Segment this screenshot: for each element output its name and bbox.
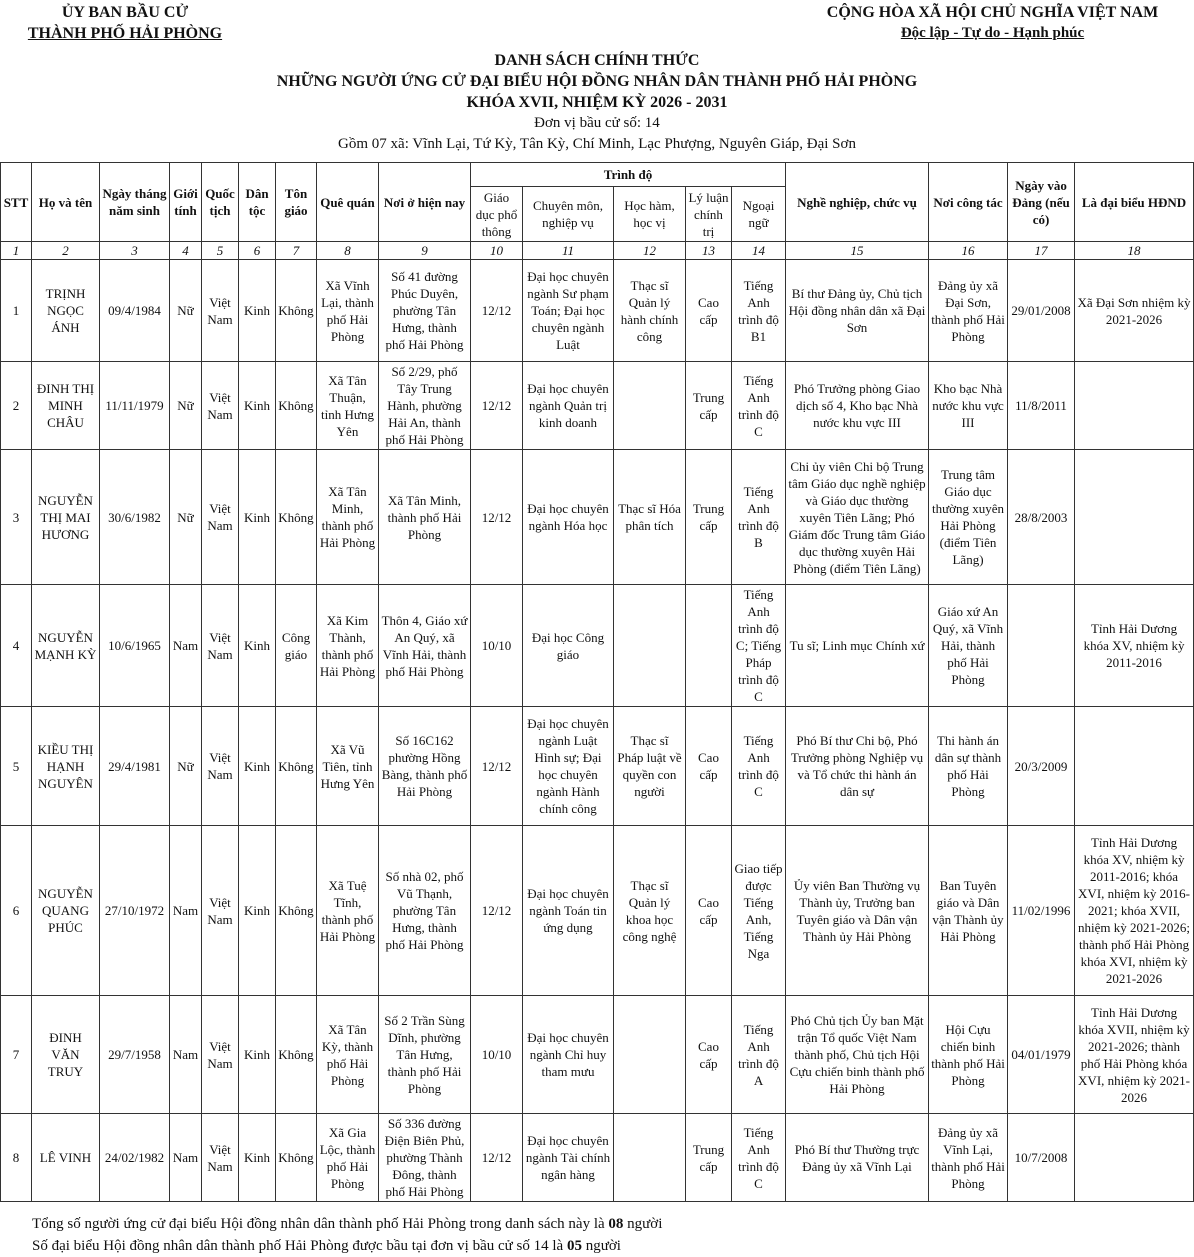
summary-unit: người <box>585 1238 621 1254</box>
cell-stt: 5 <box>1 707 32 826</box>
issuer-line-1: ỦY BAN BẦU CỬ <box>61 4 189 21</box>
cell-party-date: 11/02/1996 <box>1008 826 1075 996</box>
cell-dob: 27/10/1972 <box>100 826 170 996</box>
cell-ethnicity: Kinh <box>239 362 276 450</box>
cell-specialty: Đại học chuyên ngành Quản trị kinh doanh <box>523 362 614 450</box>
cell-gender: Nam <box>170 826 202 996</box>
cell-degree: Thạc sĩ Quản lý hành chính công <box>614 260 686 362</box>
cell-occupation: Chi ủy viên Chi bộ Trung tâm Giáo dục nghề nghiệp và Giáo dục thường xuyên Tiên Lãng; Phó Giám đốc Trung tâm Giáo dục thường xuyên Hải Phòng (điểm Tiên Lãng) <box>786 450 929 585</box>
cell-workplace: Đảng ủy xã Đại Sơn, thành phố Hải Phòng <box>929 260 1008 362</box>
cell-religion: Không <box>276 1114 317 1202</box>
cell-workplace: Thi hành án dân sự thành phố Hải Phòng <box>929 707 1008 826</box>
cell-dob: 11/11/1979 <box>100 362 170 450</box>
cell-language: Tiếng Anh trình độ C <box>732 1114 786 1202</box>
cell-ethnicity: Kinh <box>239 1114 276 1202</box>
cell-stt: 1 <box>1 260 32 362</box>
cell-hometown: Xã Tân Thuận, tỉnh Hưng Yên <box>317 362 379 450</box>
cell-hometown: Xã Gia Lộc, thành phố Hải Phòng <box>317 1114 379 1202</box>
candidate-table <box>0 162 1194 1202</box>
cell-party-date: 11/8/2011 <box>1008 362 1075 450</box>
cell-ethnicity: Kinh <box>239 826 276 996</box>
cell-stt: 2 <box>1 362 32 450</box>
candidate-rows <box>1 260 1194 1202</box>
col-name: Họ và tên <box>32 163 100 242</box>
cell-gender: Nữ <box>170 260 202 362</box>
cell-specialty: Đại học chuyên ngành Tài chính ngân hàng <box>523 1114 614 1202</box>
cell-political: Cao cấp <box>686 826 732 996</box>
cell-hometown: Xã Vũ Tiên, tỉnh Hưng Yên <box>317 707 379 826</box>
cell-name: NGUYỄN QUANG PHÚC <box>32 826 100 996</box>
col-stt: STT <box>1 163 32 242</box>
cell-delegate <box>1075 450 1194 585</box>
cell-specialty: Đại học chuyên ngành Sư phạm Toán; Đại học chuyên ngành Luật <box>523 260 614 362</box>
cell-degree: Thạc sĩ Hóa phân tích <box>614 450 686 585</box>
summary-text: Số đại biểu Hội đồng nhân dân thành phố Hải Phòng được bầu tại đơn vị bầu cử số 14 là <box>32 1238 564 1254</box>
cell-specialty: Đại học chuyên ngành Luật Hình sự; Đại học chuyên ngành Hành chính công <box>523 707 614 826</box>
cell-residence: Số nhà 02, phố Vũ Thạnh, phường Tân Hưng, thành phố Hải Phòng <box>379 826 471 996</box>
cell-general-edu: 12/12 <box>471 826 523 996</box>
table-row <box>1 996 1194 1114</box>
cell-nationality: Việt Nam <box>202 707 239 826</box>
cell-language: Tiếng Anh trình độ B <box>732 450 786 585</box>
cell-occupation: Phó Trưởng phòng Giao dịch số 4, Kho bạc Nhà nước khu vực III <box>786 362 929 450</box>
col-occupation: Nghề nghiệp, chức vụ <box>786 163 929 242</box>
cell-religion: Không <box>276 260 317 362</box>
cell-nationality: Việt Nam <box>202 996 239 1114</box>
cell-residence: Số 2 Trần Sùng Dĩnh, phường Tân Hưng, thành phố Hải Phòng <box>379 996 471 1114</box>
national-header <box>800 2 1185 44</box>
cell-dob: 24/02/1982 <box>100 1114 170 1202</box>
col-degree: Học hàm, học vị <box>614 187 686 242</box>
electoral-unit: Đơn vị bầu cử số: 14 <box>534 115 660 131</box>
table-row <box>1 1114 1194 1202</box>
col-number: 1 <box>1 242 32 260</box>
cell-nationality: Việt Nam <box>202 826 239 996</box>
country-name: CỘNG HÒA XÃ HỘI CHỦ NGHĨA VIỆT NAM <box>826 4 1159 21</box>
cell-workplace: Giáo xứ An Quý, xã Vĩnh Hải, thành phố Hải Phòng <box>929 585 1008 707</box>
cell-degree <box>614 1114 686 1202</box>
cell-religion: Không <box>276 826 317 996</box>
col-number: 9 <box>379 242 471 260</box>
cell-name: LÊ VINH <box>32 1114 100 1202</box>
col-gender: Giới tính <box>170 163 202 242</box>
cell-residence: Thôn 4, Giáo xứ An Quý, xã Vĩnh Hải, thành phố Hải Phòng <box>379 585 471 707</box>
cell-delegate <box>1075 1114 1194 1202</box>
cell-delegate: Tỉnh Hải Dương khóa XV, nhiệm kỳ 2011-2016 <box>1075 585 1194 707</box>
cell-language: Tiếng Anh trình độ A <box>732 996 786 1114</box>
cell-workplace: Ban Tuyên giáo và Dân vận Thành ủy Hải Phòng <box>929 826 1008 996</box>
col-number: 18 <box>1075 242 1194 260</box>
cell-specialty: Đại học chuyên ngành Chỉ huy tham mưu <box>523 996 614 1114</box>
col-specialty: Chuyên môn, nghiệp vụ <box>523 187 614 242</box>
cell-party-date: 28/8/2003 <box>1008 450 1075 585</box>
col-nationality: Quốc tịch <box>202 163 239 242</box>
cell-language: Tiếng Anh trình độ C <box>732 707 786 826</box>
cell-general-edu: 12/12 <box>471 707 523 826</box>
cell-degree: Thạc sĩ Pháp luật về quyền con người <box>614 707 686 826</box>
national-motto: Độc lập - Tự do - Hạnh phúc <box>900 25 1085 41</box>
col-number: 7 <box>276 242 317 260</box>
cell-hometown: Xã Vĩnh Lại, thành phố Hải Phòng <box>317 260 379 362</box>
col-number: 13 <box>686 242 732 260</box>
cell-residence: Xã Tân Minh, thành phố Hải Phòng <box>379 450 471 585</box>
cell-ethnicity: Kinh <box>239 707 276 826</box>
cell-general-edu: 12/12 <box>471 450 523 585</box>
cell-stt: 6 <box>1 826 32 996</box>
cell-nationality: Việt Nam <box>202 260 239 362</box>
cell-residence: Số 336 đường Điện Biên Phủ, phường Thành Đông, thành phố Hải Phòng <box>379 1114 471 1202</box>
cell-name: ĐINH THỊ MINH CHÂU <box>32 362 100 450</box>
cell-specialty: Đại học Công giáo <box>523 585 614 707</box>
cell-political: Cao cấp <box>686 260 732 362</box>
cell-gender: Nữ <box>170 707 202 826</box>
table-row <box>1 450 1194 585</box>
cell-delegate <box>1075 707 1194 826</box>
cell-nationality: Việt Nam <box>202 362 239 450</box>
col-language: Ngoại ngữ <box>732 187 786 242</box>
cell-residence: Số 41 đường Phúc Duyên, phường Tân Hưng, thành phố Hải Phòng <box>379 260 471 362</box>
col-number: 5 <box>202 242 239 260</box>
cell-nationality: Việt Nam <box>202 1114 239 1202</box>
col-political: Lý luận chính trị <box>686 187 732 242</box>
cell-nationality: Việt Nam <box>202 585 239 707</box>
cell-stt: 4 <box>1 585 32 707</box>
cell-party-date: 10/7/2008 <box>1008 1114 1075 1202</box>
cell-language: Tiếng Anh trình độ B1 <box>732 260 786 362</box>
cell-nationality: Việt Nam <box>202 450 239 585</box>
cell-workplace: Hội Cựu chiến binh thành phố Hải Phòng <box>929 996 1008 1114</box>
cell-political: Trung cấp <box>686 1114 732 1202</box>
summary-count: 08 <box>608 1216 624 1232</box>
col-number: 11 <box>523 242 614 260</box>
cell-religion: Công giáo <box>276 585 317 707</box>
cell-workplace: Kho bạc Nhà nước khu vực III <box>929 362 1008 450</box>
cell-party-date <box>1008 585 1075 707</box>
cell-residence: Số 16C162 phường Hồng Bàng, thành phố Hải Phòng <box>379 707 471 826</box>
table-row <box>1 826 1194 996</box>
cell-dob: 29/4/1981 <box>100 707 170 826</box>
cell-dob: 29/7/1958 <box>100 996 170 1114</box>
col-number: 8 <box>317 242 379 260</box>
cell-party-date: 29/01/2008 <box>1008 260 1075 362</box>
cell-occupation: Ủy viên Ban Thường vụ Thành ủy, Trưởng ban Tuyên giáo và Dân vận Thành ủy Hải Phòng <box>786 826 929 996</box>
title-line-1: DANH SÁCH CHÍNH THỨC <box>494 52 700 69</box>
cell-degree <box>614 585 686 707</box>
cell-delegate: Xã Đại Sơn nhiệm kỳ 2021-2026 <box>1075 260 1194 362</box>
cell-occupation: Bí thư Đảng ủy, Chủ tịch Hội đồng nhân dân xã Đại Sơn <box>786 260 929 362</box>
col-religion: Tôn giáo <box>276 163 317 242</box>
cell-degree <box>614 996 686 1114</box>
summary-unit: người <box>627 1216 663 1232</box>
table-row <box>1 707 1194 826</box>
cell-gender: Nam <box>170 585 202 707</box>
cell-political: Trung cấp <box>686 362 732 450</box>
cell-ethnicity: Kinh <box>239 450 276 585</box>
cell-general-edu: 12/12 <box>471 362 523 450</box>
table-row <box>1 362 1194 450</box>
cell-specialty: Đại học chuyên ngành Toán tin ứng dụng <box>523 826 614 996</box>
col-education-group: Trình độ <box>471 163 786 187</box>
cell-name: KIỀU THỊ HẠNH NGUYÊN <box>32 707 100 826</box>
col-number: 3 <box>100 242 170 260</box>
cell-name: NGUYỄN THỊ MAI HƯƠNG <box>32 450 100 585</box>
title-line-3: KHÓA XVII, NHIỆM KỲ 2026 - 2031 <box>466 94 728 111</box>
cell-occupation: Phó Bí thư Thường trực Đảng ủy xã Vĩnh Lại <box>786 1114 929 1202</box>
cell-degree: Thạc sĩ Quản lý khoa học công nghệ <box>614 826 686 996</box>
cell-religion: Không <box>276 362 317 450</box>
col-hometown: Quê quán <box>317 163 379 242</box>
cell-political: Cao cấp <box>686 707 732 826</box>
column-number-row <box>1 242 1194 260</box>
summary-total-candidates <box>32 1213 662 1235</box>
col-number: 16 <box>929 242 1008 260</box>
col-number: 10 <box>471 242 523 260</box>
document-title <box>0 50 1194 155</box>
cell-language: Giao tiếp được Tiếng Anh, Tiếng Nga <box>732 826 786 996</box>
title-line-2: NHỮNG NGƯỜI ỨNG CỬ ĐẠI BIỂU HỘI ĐỒNG NHÂN DÂN THÀNH PHỐ HẢI PHÒNG <box>276 73 918 90</box>
cell-gender: Nữ <box>170 450 202 585</box>
cell-occupation: Phó Bí thư Chi bộ, Phó Trưởng phòng Nghiệp vụ và Tổ chức thi hành án dân sự <box>786 707 929 826</box>
cell-stt: 7 <box>1 996 32 1114</box>
col-number: 14 <box>732 242 786 260</box>
col-party-date: Ngày vào Đảng (nếu có) <box>1008 163 1075 242</box>
issuer-line-2: THÀNH PHỐ HẢI PHÒNG <box>27 25 223 42</box>
col-number: 17 <box>1008 242 1075 260</box>
cell-gender: Nam <box>170 996 202 1114</box>
cell-delegate: Tỉnh Hải Dương khóa XVII, nhiệm kỳ 2021-2026; thành phố Hải Phòng khóa XVI, nhiệm kỳ 2021-2026 <box>1075 996 1194 1114</box>
cell-language: Tiếng Anh trình độ C <box>732 362 786 450</box>
cell-party-date: 04/01/1979 <box>1008 996 1075 1114</box>
cell-stt: 8 <box>1 1114 32 1202</box>
cell-gender: Nữ <box>170 362 202 450</box>
cell-dob: 10/6/1965 <box>100 585 170 707</box>
col-number: 6 <box>239 242 276 260</box>
cell-hometown: Xã Tân Kỳ, thành phố Hải Phòng <box>317 996 379 1114</box>
cell-political: Cao cấp <box>686 996 732 1114</box>
cell-occupation: Phó Chủ tịch Ủy ban Mặt trận Tổ quốc Việt Nam thành phố, Chủ tịch Hội Cựu chiến binh thành phố Hải Phòng <box>786 996 929 1114</box>
cell-party-date: 20/3/2009 <box>1008 707 1075 826</box>
cell-stt: 3 <box>1 450 32 585</box>
issuer-header <box>20 2 230 44</box>
cell-workplace: Đảng ủy xã Vĩnh Lại, thành phố Hải Phòng <box>929 1114 1008 1202</box>
cell-hometown: Xã Tân Minh, thành phố Hải Phòng <box>317 450 379 585</box>
cell-language: Tiếng Anh trình độ C; Tiếng Pháp trình độ C <box>732 585 786 707</box>
cell-delegate <box>1075 362 1194 450</box>
table-row <box>1 260 1194 362</box>
col-number: 12 <box>614 242 686 260</box>
col-number: 4 <box>170 242 202 260</box>
cell-ethnicity: Kinh <box>239 260 276 362</box>
cell-name: NGUYỄN MẠNH KỲ <box>32 585 100 707</box>
cell-delegate: Tỉnh Hải Dương khóa XV, nhiệm kỳ 2011-2016; khóa XVI, nhiệm kỳ 2016-2021; khóa XVII, nhiệm kỳ 2021-2026; thành phố Hải Phòng khóa XVI, nhiệm kỳ 2021-2026 <box>1075 826 1194 996</box>
col-dob: Ngày tháng năm sinh <box>100 163 170 242</box>
col-workplace: Nơi công tác <box>929 163 1008 242</box>
cell-general-edu: 12/12 <box>471 1114 523 1202</box>
cell-religion: Không <box>276 450 317 585</box>
col-number: 15 <box>786 242 929 260</box>
col-residence: Nơi ở hiện nay <box>379 163 471 242</box>
col-ethnicity: Dân tộc <box>239 163 276 242</box>
cell-dob: 09/4/1984 <box>100 260 170 362</box>
summary <box>32 1213 662 1257</box>
cell-ethnicity: Kinh <box>239 996 276 1114</box>
cell-hometown: Xã Tuệ Tĩnh, thành phố Hải Phòng <box>317 826 379 996</box>
cell-specialty: Đại học chuyên ngành Hóa học <box>523 450 614 585</box>
cell-gender: Nam <box>170 1114 202 1202</box>
cell-degree <box>614 362 686 450</box>
table-row <box>1 585 1194 707</box>
cell-workplace: Trung tâm Giáo dục thường xuyên Hải Phòng (điểm Tiên Lãng) <box>929 450 1008 585</box>
cell-political <box>686 585 732 707</box>
summary-text: Tổng số người ứng cử đại biểu Hội đồng nhân dân thành phố Hải Phòng trong danh sách này là <box>32 1216 605 1232</box>
col-number: 2 <box>32 242 100 260</box>
cell-dob: 30/6/1982 <box>100 450 170 585</box>
cell-political: Trung cấp <box>686 450 732 585</box>
cell-ethnicity: Kinh <box>239 585 276 707</box>
cell-name: TRỊNH NGỌC ÁNH <box>32 260 100 362</box>
cell-religion: Không <box>276 707 317 826</box>
summary-count: 05 <box>566 1238 582 1254</box>
cell-occupation: Tu sĩ; Linh mục Chính xứ <box>786 585 929 707</box>
cell-general-edu: 10/10 <box>471 585 523 707</box>
col-delegate: Là đại biểu HĐND <box>1075 163 1194 242</box>
cell-religion: Không <box>276 996 317 1114</box>
cell-name: ĐINH VĂN TRUY <box>32 996 100 1114</box>
cell-hometown: Xã Kim Thành, thành phố Hải Phòng <box>317 585 379 707</box>
cell-residence: Số 2/29, phố Tây Trung Hành, phường Hải An, thành phố Hải Phòng <box>379 362 471 450</box>
communes-list: Gồm 07 xã: Vĩnh Lại, Tứ Kỳ, Tân Kỳ, Chí Minh, Lạc Phượng, Nguyên Giáp, Đại Sơn <box>338 136 856 152</box>
cell-general-edu: 12/12 <box>471 260 523 362</box>
col-general-edu: Giáo dục phổ thông <box>471 187 523 242</box>
cell-general-edu: 10/10 <box>471 996 523 1114</box>
